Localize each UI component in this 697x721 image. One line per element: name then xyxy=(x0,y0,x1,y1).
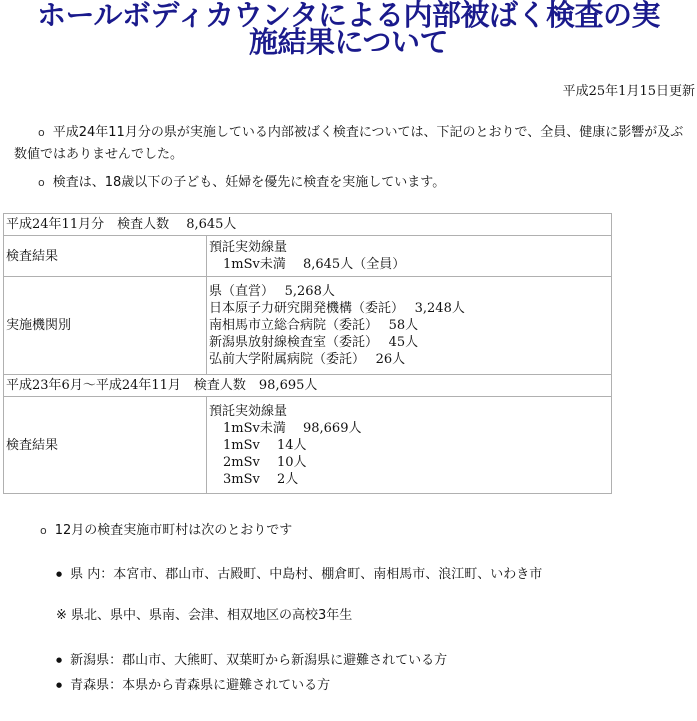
updated-date: 平成25年1月15日更新 xyxy=(562,84,695,99)
org-item: 弘前大学附属病院（委託） 26人 xyxy=(209,352,406,367)
list-item: ● 青森県：本県から青森県に避難されている方 xyxy=(56,676,330,697)
table-row xyxy=(4,375,612,397)
table-row xyxy=(4,236,612,277)
dose-row: 3mSv 2人 xyxy=(223,471,299,487)
intro-paragraph-1: o 平成24年11月分の県が実施している内部被ばく検査については、下記のとおりで、全員、健康に影響が及ぶ数値ではありませんでした。 xyxy=(14,122,694,166)
results-table xyxy=(3,213,612,494)
org-item: 県（直営） 5,268人 xyxy=(209,284,335,299)
page-title xyxy=(0,0,697,59)
circle-bullet-icon xyxy=(14,125,53,140)
table-row xyxy=(4,277,612,375)
dose-title: 預託実効線量 xyxy=(209,240,288,255)
page-title-line-1: ホールボディカウンタによる内部被ばく検査の実 xyxy=(37,0,660,32)
list-item: ● 県 内：本宮市、郡山市、古殿町、中島村、棚倉町、南相馬市、浪江町、いわき市 xyxy=(56,565,542,586)
intro-paragraph-2: o 検査は、18歳以下の子ども、妊婦を優先に検査を実施しています。 xyxy=(38,172,445,194)
december-note: o 12月の検査実施市町村は次のとおりです xyxy=(40,521,292,541)
nov-header-cell: 平成24年11月分 検査人数 8,645人 xyxy=(4,214,612,236)
dose-row: 1mSv未満 8,645人（全員） xyxy=(223,257,406,272)
cum-result-cell xyxy=(207,397,612,494)
dose-title: 預託実効線量 xyxy=(209,403,288,419)
org-item: 南相馬市立総合病院（委託） 58人 xyxy=(209,318,419,333)
result-label-cell: 検査結果 xyxy=(4,397,207,494)
bullet-icon xyxy=(56,567,70,582)
table-row xyxy=(4,397,612,494)
page-title-line-2: 施結果について xyxy=(249,25,448,59)
table-row xyxy=(4,214,612,236)
org-item: 新潟県放射線検査室（委託） 45人 xyxy=(209,335,419,350)
org-label-cell: 実施機関別 xyxy=(4,277,207,375)
cum-header-cell: 平成23年6月～平成24年11月 検査人数 98,695人 xyxy=(4,375,612,397)
bullet-icon xyxy=(56,678,70,693)
result-label-cell: 検査結果 xyxy=(4,236,207,277)
dose-row: 1mSv未満 98,669人 xyxy=(223,420,362,436)
org-item: 日本原子力研究開発機構（委託） 3,248人 xyxy=(209,301,465,316)
list-item-note: ※ 県北、県中、県南、会津、相双地区の高校3年生 xyxy=(56,608,353,623)
circle-bullet-icon xyxy=(38,175,53,190)
list-item: ● 新潟県：郡山市、大熊町、双葉町から新潟県に避難されている方 xyxy=(56,651,447,672)
dose-row: 1mSv 14人 xyxy=(223,437,307,453)
nov-result-cell xyxy=(207,236,612,277)
org-list-cell xyxy=(207,277,612,375)
dose-row: 2mSv 10人 xyxy=(223,454,307,470)
bullet-icon xyxy=(56,653,70,668)
